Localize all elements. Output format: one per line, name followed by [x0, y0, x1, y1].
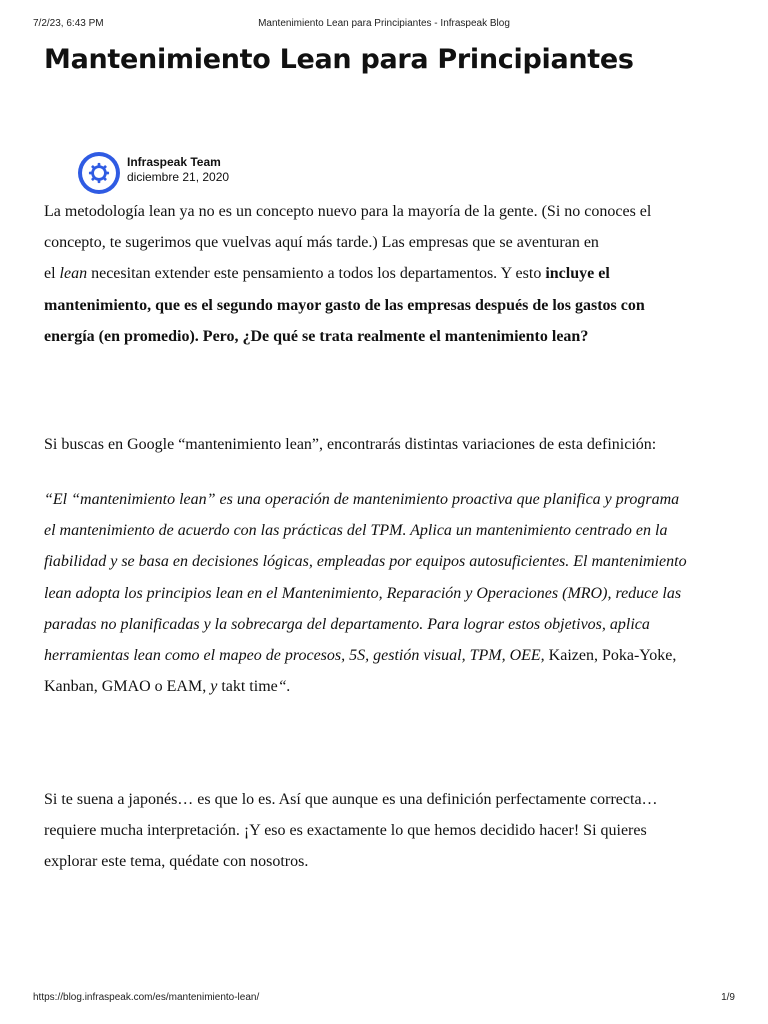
paragraph-line: La metodología lean ya no es un concepto nuevo para la mayoría de la gente. (Si no conoces el	[44, 203, 652, 220]
avatar	[78, 152, 120, 194]
paragraph-line-bold: mantenimiento, que es el segundo mayor gasto de las empresas después de los gastos con	[44, 296, 645, 314]
closing-paragraph	[44, 784, 734, 878]
author-block	[78, 152, 378, 196]
lean-term: lean	[59, 265, 88, 283]
print-footer	[0, 992, 768, 1006]
bold-emphasis: incluye el	[545, 265, 610, 283]
page-number: 1/9	[721, 992, 735, 1003]
quote-line: el mantenimiento de acuerdo con las prácticas del TPM. Aplica un mantenimiento centrado en la	[44, 522, 668, 540]
gear-icon	[88, 162, 110, 184]
paragraph-line: requiere mucha interpretación. ¡Y eso es exactamente lo que hemos decidido hacer! Si quieres	[44, 822, 647, 840]
author-name[interactable]: Infraspeak Team	[127, 155, 221, 169]
google-search-paragraph: Si buscas en Google “mantenimiento lean”, encontrarás distintas variaciones de esta definición:	[44, 436, 657, 453]
paragraph-line: el lean necesitan extender este pensamiento a todos los departamentos. Y esto incluye el	[44, 265, 610, 283]
paragraph-line: Si te suena a japonés… es que lo es. Así que aunque es una definición perfectamente correcta…	[44, 791, 658, 808]
quote-line: lean adopta los principios lean en el Mantenimiento, Reparación y Operaciones (MRO), reduce las	[44, 584, 682, 602]
print-date: 7/2/23, 6:43 PM	[33, 18, 104, 29]
intro-paragraph	[44, 196, 734, 352]
publish-date: diciembre 21, 2020	[127, 170, 230, 184]
quote-line: Kanban, GMAO o EAM, y takt time“.	[44, 678, 291, 696]
definition-quote	[44, 484, 734, 702]
page-url[interactable]: https://blog.infraspeak.com/es/mantenimiento-lean/	[33, 992, 260, 1003]
quote-line: paradas no planificadas y la sobrecarga del departamento. Para lograr estos objetivos, aplica	[44, 615, 650, 633]
print-page-title: Mantenimiento Lean para Principiantes - Infraspeak Blog	[258, 18, 510, 29]
quote-line: fiabilidad y se basa en decisiones lógicas, empleadas por equipos autosuficientes. El mantenimiento	[44, 553, 687, 571]
paragraph-line-bold: energía (en promedio). Pero, ¿De qué se trata realmente el mantenimiento lean?	[44, 327, 589, 345]
print-header	[0, 18, 768, 32]
paragraph-line: concepto, te sugerimos que vuelvas aquí más tarde.) Las empresas que se aventuran en	[44, 234, 599, 252]
page-title: Mantenimiento Lean para Principiantes	[44, 44, 634, 75]
quote-line: herramientas lean como el mapeo de procesos, 5S, gestión visual, TPM, OEE, Kaizen, Poka-Yoke,	[44, 647, 677, 665]
paragraph-line: explorar este tema, quédate con nosotros.	[44, 853, 309, 871]
quote-line: “El “mantenimiento lean” es una operación de mantenimiento proactiva que planifica y programa	[44, 491, 680, 508]
